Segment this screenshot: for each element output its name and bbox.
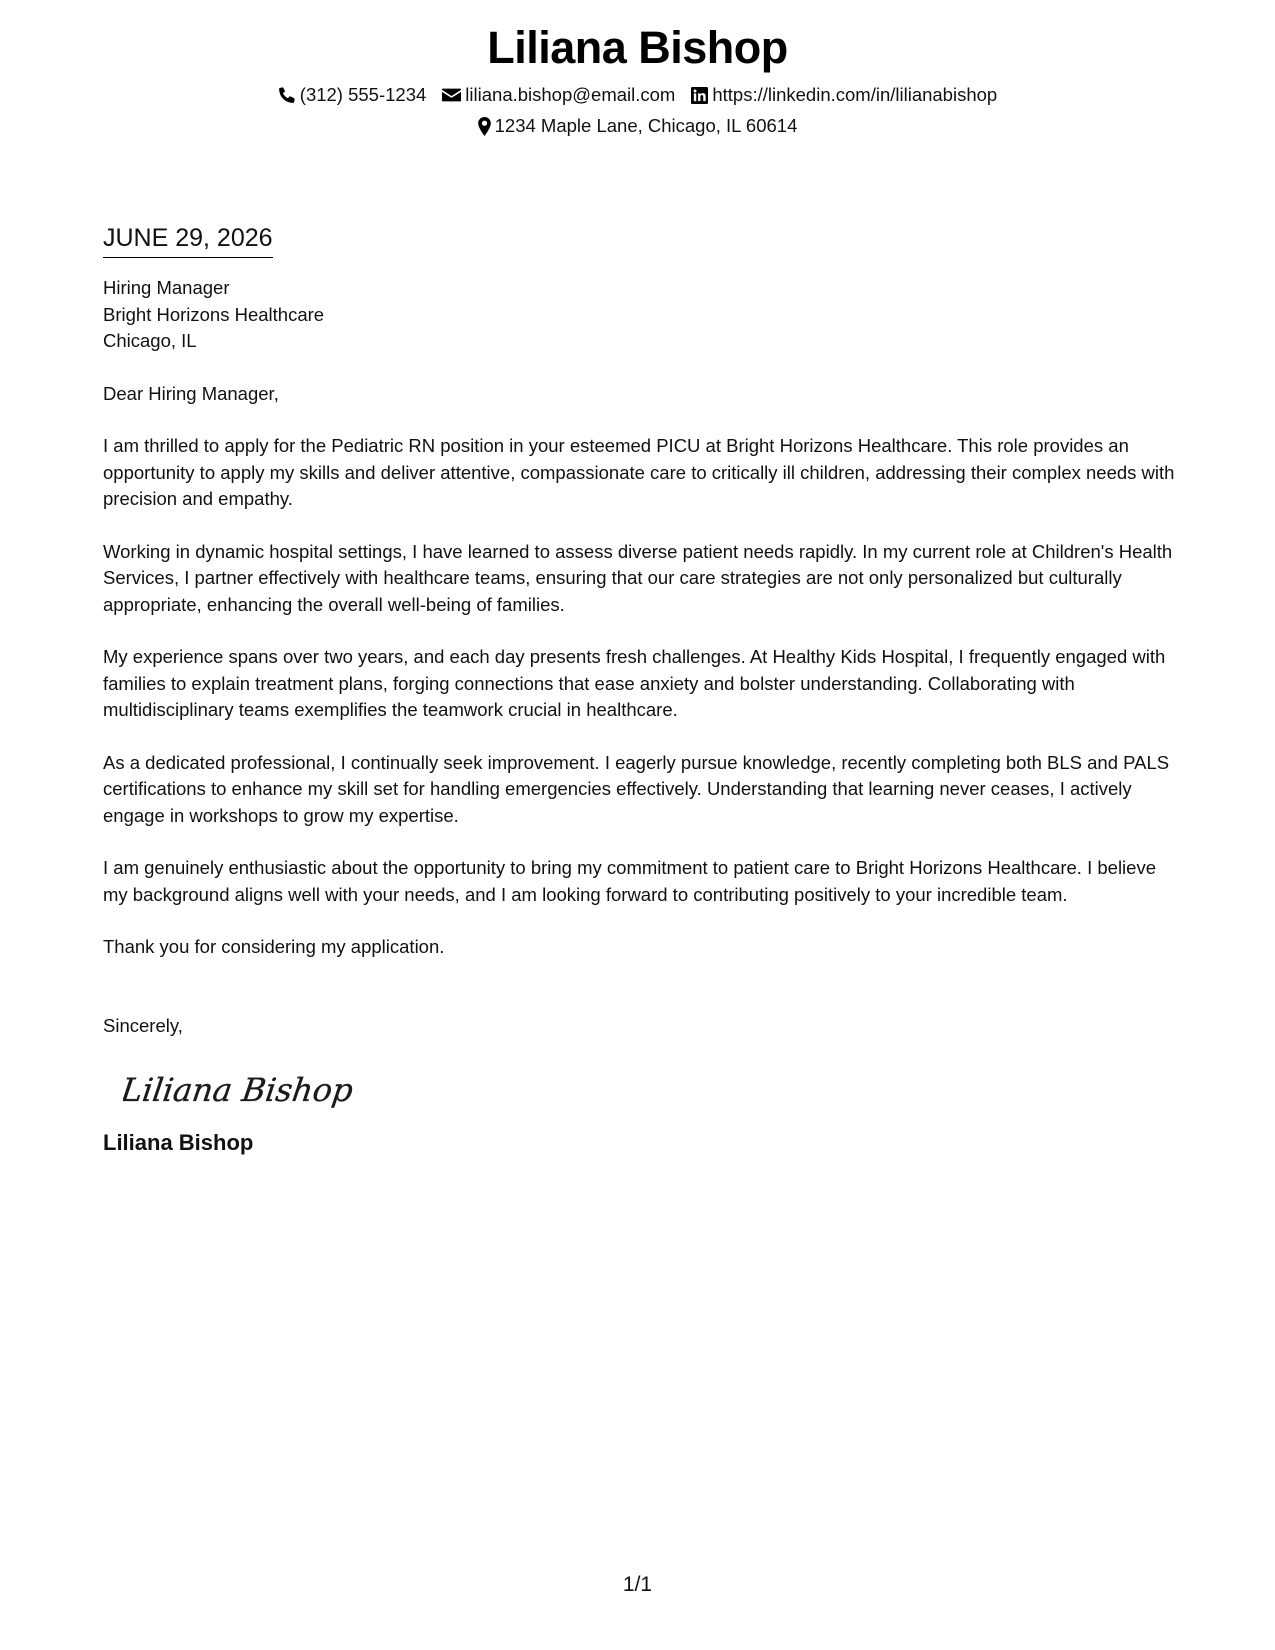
thank-you-line: Thank you for considering my application. [103,936,445,957]
body-paragraph: As a dedicated professional, I continually seek improvement. I eagerly pursue knowledge, recently completing both BLS and PALS certifications to enhance my skill set for handling emergencies effectively. Understanding that learning never ceases, I actively engage in workshops to grow my expertise. [103,751,1170,826]
applicant-name: Liliana Bishop [487,22,788,73]
recipient-title: Hiring Manager [103,277,230,298]
body-paragraph: I am genuinely enthusiastic about the opportunity to bring my commitment to patient care to Bright Horizons Healthcare. I believe my background aligns well with your needs, and I am looking forward to contributing positively to your incredible team. [103,857,1156,905]
recipient-block [103,275,1175,355]
contact-row [0,82,1275,108]
page-number: 1/1 [622,1573,653,1596]
recipient-location: Chicago, IL [103,330,197,351]
map-pin-icon [478,117,491,136]
linkedin-icon [691,87,708,104]
body-paragraph: I am thrilled to apply for the Pediatric RN position in your esteemed PICU at Bright Horizons Healthcare. This role provides an opportunity to apply my skills and deliver attentive, compassionate care to critically ill children, addressing their complex needs with precision and empathy. [103,435,1175,509]
letter-date: JUNE 29, 2026 [103,222,273,258]
email-text[interactable]: liliana.bishop@email.com [465,84,676,105]
phone-text: (312) 555-1234 [299,84,427,105]
body-paragraph: Working in dynamic hospital settings, I have learned to assess diverse patient needs rapidly. In my current role at Children's Health Services, I partner effectively with healthcare teams, ensuring that our care strategies are not only personalized but culturally appropriate, enhancing the overall well-being of families. [103,540,1173,615]
handwritten-signature [123,1065,1175,1113]
address-text: 1234 Maple Lane, Chicago, IL 60614 [494,115,798,136]
signature-text: Liliana Bishop [123,1071,353,1109]
recipient-company: Bright Horizons Healthcare [103,303,325,325]
envelope-icon [442,87,461,103]
salutation: Dear Hiring Manager, [103,382,279,404]
phone-icon [278,86,296,104]
linkedin-contact[interactable] [691,82,997,108]
body-paragraph: My experience spans over two years, and each day presents fresh challenges. At Healthy Kids Hospital, I frequently engaged with families to explain treatment plans, forging connections that ease anxiety and bolster understanding. Collaborating with multidisciplinary teams exemplifies the teamwork crucial in healthcare. [103,646,1166,720]
linkedin-text[interactable]: https://linkedin.com/in/lilianabishop [712,84,998,105]
phone-contact [278,82,427,108]
signed-name: Liliana Bishop [103,1130,254,1155]
email-contact[interactable] [442,82,675,108]
address-contact [478,113,798,139]
closing: Sincerely, [103,1014,183,1036]
address-row [0,113,1275,139]
letter-header [0,20,1275,139]
letter-body [103,222,1175,1157]
